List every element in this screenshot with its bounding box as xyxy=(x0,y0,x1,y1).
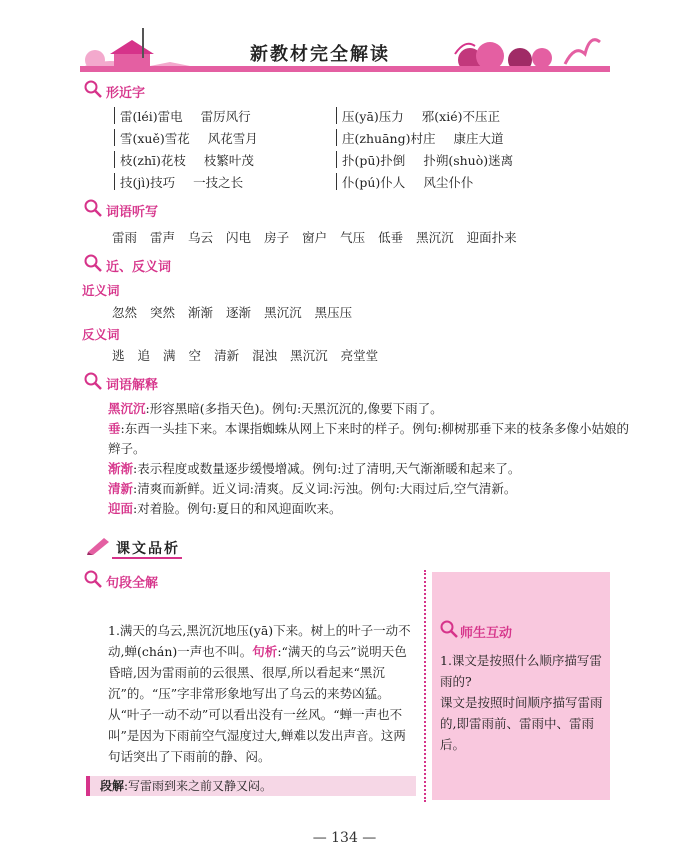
glossary-item: 渐渐:表示程度或数量逐步缓慢增减。例句:过了清明,天气渐渐暖和起来了。 xyxy=(108,461,521,476)
similar-char-row: 仆(pú)仆人 风尘仆仆 xyxy=(342,175,474,190)
analysis-paragraph: 1.满天的乌云,黑沉沉地压(yā)下来。树上的叶子一动不动,蝉(chán)一声也不叫。句析:“满天的乌云”说明天色昏暗,因为雷雨前的云很黑、很厚,所以看起来“黑沉沉”的。“压”字非常形象地写出了乌云的来势凶猛。从“叶子一动不动”可以看出没有一丝风。“蝉一声也不叫”是因为下雨前空气湿度过大,蝉难以发出声音。这两句话突出了下雨前的静、闷。 xyxy=(108,623,411,764)
glossary-item: 迎面:对着脸。例句:夏日的和风迎面吹来。 xyxy=(108,501,342,516)
magnifier-icon xyxy=(84,80,102,98)
section-title-sentence-analysis: 句段全解 xyxy=(106,576,159,591)
magnifier-icon xyxy=(84,254,102,272)
synonyms-label: 近义词 xyxy=(82,283,120,298)
interaction-content xyxy=(440,650,606,755)
underline xyxy=(112,557,182,559)
section-title-interaction: 师生互动 xyxy=(460,626,513,641)
magnifier-icon xyxy=(440,620,458,638)
similar-char-row: 庄(zhuāng)村庄 康庄大道 xyxy=(342,131,504,146)
similar-char-row: 枝(zhī)花枝 枝繁叶茂 xyxy=(120,153,254,168)
similar-char-row: 扑(pū)扑倒 扑朔(shuò)迷离 xyxy=(342,153,514,168)
interaction-answer: 课文是按照时间顺序描写雷雨的,即雷雨前、雷雨中、雷雨后。 xyxy=(440,695,603,752)
synonym-words: 忽然 突然 渐渐 逐渐 黑沉沉 黑压压 xyxy=(112,305,353,320)
similar-char-row: 技(jì)技巧 一技之长 xyxy=(120,175,244,190)
glossary-item: 黑沉沉:形容黑暗(多指天色)。例句:天黑沉沉的,像要下雨了。 xyxy=(108,401,443,416)
glossary-item: 垂:东西一头挂下来。本课指蜘蛛从网上下来时的样子。例句:柳树那垂下来的枝条多像小姑娘的辫子。 xyxy=(108,421,629,456)
interaction-question: 1.课文是按照什么顺序描写雷雨的? xyxy=(440,653,602,689)
antonym-words: 逃 追 满 空 清新 混浊 黑沉沉 亮堂堂 xyxy=(112,348,379,363)
section-title-glossary: 词语解释 xyxy=(106,378,159,393)
page-header-title: 新教材完全解读 xyxy=(250,44,390,65)
page-number: — 134 — xyxy=(312,830,377,846)
section-title-similar-chars: 形近字 xyxy=(106,86,146,101)
pencil-icon xyxy=(86,534,112,556)
dictation-words: 雷雨 雷声 乌云 闪电 房子 窗户 气压 低垂 黑沉沉 迎面扑来 xyxy=(112,230,517,245)
similar-char-row: 雪(xuě)雪花 风花雪月 xyxy=(120,131,258,146)
column-divider xyxy=(424,570,426,802)
section-title-analysis: 课文品析 xyxy=(116,541,180,557)
glossary-item: 清新:清爽而新鲜。近义词:清爽。反义词:污浊。例句:大雨过后,空气清新。 xyxy=(108,481,517,496)
magnifier-icon xyxy=(84,372,102,390)
similar-char-row: 雷(léi)雷电 雷厉风行 xyxy=(120,109,251,124)
section-title-syn-ant: 近、反义词 xyxy=(106,260,172,275)
section-title-dictation: 词语听写 xyxy=(106,205,159,220)
header-rule xyxy=(80,66,610,72)
glossary-list xyxy=(108,399,638,519)
magnifier-icon xyxy=(84,570,102,588)
antonyms-label: 反义词 xyxy=(82,327,120,342)
similar-char-row: 压(yā)压力 邪(xié)不压正 xyxy=(342,109,500,124)
paragraph-summary: 段解:写雷雨到来之前又静又闷。 xyxy=(86,776,416,796)
magnifier-icon xyxy=(84,199,102,217)
